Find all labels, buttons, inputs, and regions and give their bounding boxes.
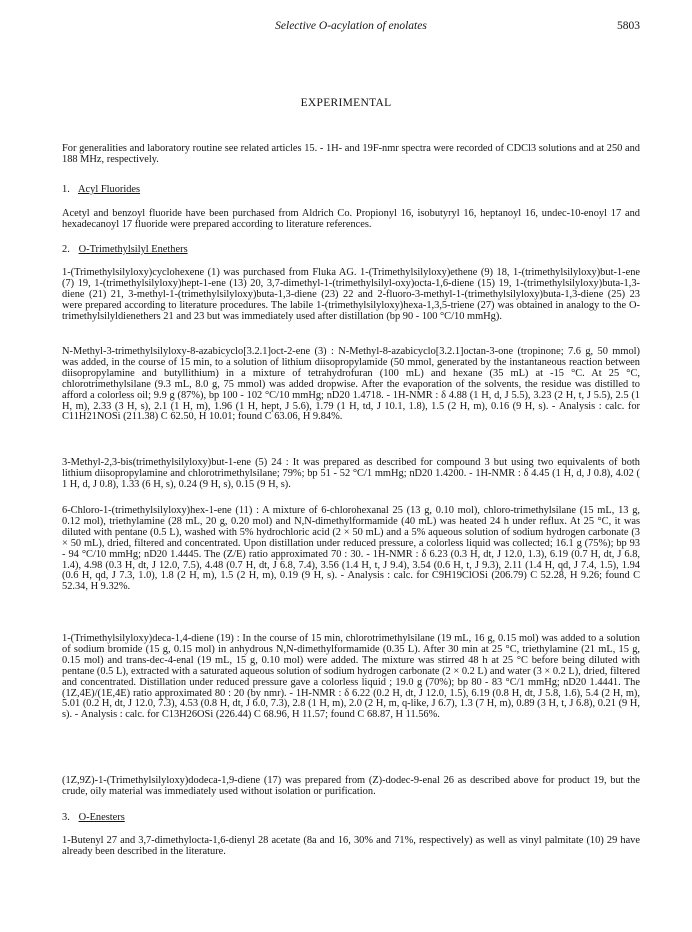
section-title: EXPERIMENTAL — [300, 97, 392, 109]
section-number: 1. — [62, 184, 70, 195]
page-number: 5803 — [617, 20, 640, 32]
page-header — [62, 20, 640, 36]
section-heading-enesters — [62, 812, 125, 823]
section-heading-text: O-Trimethylsilyl Enethers — [78, 244, 188, 255]
paragraph-compound-19: 1-(Trimethylsilyloxy)deca-1,4-diene (19) : In the course of 15 min, chlorotrimethylsilane (19 mL, 16 g, 0.15 mol) was added to a solution of sodium bromide (15 g, 0.15 mol) in anhydrous N,N-dimethylformamide (0.35 L). After 30 min at 25 °C, triethylamine (21 mL, 15 g, 0.15 mol) and trans-dec-4-enal (19 mL, 15 g, 0.10 mol) were added. The mixture was stirred 48 h at 25 °C before being diluted with pentane (0.5 L), extracted with a saturated aqueous solution of sodium hydrogen carbonate (2 × 0.2 L) and water (3 × 0.2 L), dried, filtered and concentrated. Distillation under reduced pressure gave a colorless liquid ; 19.0 g (70%); bp 80 - 83 °C/1 mmHg; nD20 1.4441. The (1Z,4E)/(1E,4E) ratio approximated 80 : 20 (by nmr). - 1H-NMR : δ 6.22 (0.2 H, dt, J 12.0, 1.5), 6.19 (0.8 H, dt, J 5.8, 1.6), 5.4 (2 H, m), 5.01 (0.2 H, dt, J 12.0, 7.3), 4.53 (0.8 H, dt, J 6.0, 7.3), 2.8 (1 H, m), 2.0 (2 H, m, q-like, J 6.7), 1.3 (7 H, m), 0.89 (3 H, t, J 6.8), 0.21 (9 H, s). - Analysis : calc. for C13H26OSi (226.44) C 68.96, H 11.57; found C 68.87, H 11.56%. — [62, 633, 640, 721]
section-heading-trimethylsilyl-enethers — [62, 244, 188, 255]
paragraph-enethers-overview: 1-(Trimethylsilyloxy)cyclohexene (1) was purchased from Fluka AG. 1-(Trimethylsilyloxy)ethene (9) 18, 1-(trimethylsilyloxy)but-1-ene (7) 19, 1-(trimethylsilyloxy)hept-1-ene (13) 20, 3,7-dimethyl-1-(trimethylsilyl-oxy)octa-1,6-diene (15) 19, 1-(trimethylsilyloxy)buta-1,3-diene (21) 21, 3-methyl-1-(trimethylsilyloxy)buta-1,3-diene (23) 22 and 2-fluoro-3-methyl-1-(trimethylsilyloxy)buta-1,3-diene (25) 23 were prepared according to literature procedures. The labile 1-(trimethylsilyloxy)hexa-1,3,5-triene (27) was obtained in analogy to the O-trimethylsilyldienethers 21 and 23 but was immediately used after distillation (bp 90 - 100 °C/10 mmHg). — [62, 267, 640, 322]
section-heading-text: O-Enesters — [78, 812, 125, 823]
section-heading-text: Acyl Fluorides — [78, 184, 141, 195]
running-title: Selective O-acylation of enolates — [275, 20, 427, 32]
paragraph-acyl-fluorides: Acetyl and benzoyl fluoride have been purchased from Aldrich Co. Propionyl 16, isobutyryl 16, heptanoyl 16, undec-10-enoyl 17 and hexadecanoyl 17 fluoride were prepared according to literature references. — [62, 208, 640, 230]
paragraph-compound-3: N-Methyl-3-trimethylsilyloxy-8-azabicyclo[3.2.1]oct-2-ene (3) : N-Methyl-8-azabicyclo[3.2.1]octan-3-one (tropinone; 7.6 g, 50 mmol) was added, in the course of 15 min, to a solution of lithium diisopropylamide (50 mmol, generated by the instantaneous reaction between diisopropylamine and butyllithium) in a mixture of tetrahydrofuran (100 mL) and hexane (35 mL) at -15 °C. At 25 °C, chlorotrimethylsilane (9.3 mL, 8.0 g, 75 mmol) was added dropwise. After the evaporation of the solvents, the residue was distilled to afford a colorless oil; 9.9 g (87%), bp 100 - 102 °C/10 mmHg; nD20 1.4718. - 1H-NMR : δ 4.88 (1 H, d, J 5.5), 3.23 (2 H, t, J 5.5), 2.5 (1 H, m), 2.33 (3 H, s), 2.1 (1 H, m), 1.96 (1 H, hept, J 5.6), 1.79 (1 H, td, J 10.1, 1.8), 1.5 (2 H, m), 0.16 (9 H, s). - Analysis : calc. for C11H21NOSi (211.38) C 62.50, H 10.01; found C 63.06, H 9.84%. — [62, 346, 640, 423]
paragraph-enesters: 1-Butenyl 27 and 3,7-dimethylocta-1,6-dienyl 28 acetate (8a and 16, 30% and 71%, respectively) as well as vinyl palmitate (10) 29 have already been described in the literature. — [62, 835, 640, 857]
section-number: 2. — [62, 244, 70, 255]
paragraph-compound-5: 3-Methyl-2,3-bis(trimethylsilyloxy)but-1-ene (5) 24 : It was prepared as described for compound 3 but using two equivalents of both lithium diisopropylamine and chlorotrimethylsilane; 79%; bp 51 - 52 °C/1 mmHg; nD20 1.4200. - 1H-NMR : δ 4.45 (1 H, d, J 0.8), 4.02 ( 1 H, d, J 0.8), 1.33 (6 H, s), 0.24 (9 H, s), 0.15 (9 H, s). — [62, 457, 640, 490]
paragraph-compound-17: (1Z,9Z)-1-(Trimethylsilyloxy)dodeca-1,9-diene (17) was prepared from (Z)-dodec-9-enal 26 as described above for product 19, but the crude, oily material was immediately used without isolation or purification. — [62, 775, 640, 797]
intro-paragraph: For generalities and laboratory routine see related articles 15. - 1H- and 19F-nmr spectra were recorded of CDCl3 solutions and at 250 and 188 MHz, respectively. — [62, 143, 640, 165]
paragraph-compound-11: 6-Chloro-1-(trimethylsilyloxy)hex-1-ene (11) : A mixture of 6-chlorohexanal 25 (13 g, 0.10 mol), chloro-trimethylsilane (15 mL, 13 g, 0.12 mol), triethylamine (28 mL, 20 g, 0.20 mol) and N,N-dimethylformamide (40 mL) was heated 24 h under reflux. At 25 °C, it was diluted with pentane (0.5 L), washed with 5% hydrochloric acid (2 × 50 mL) and a 5% aqueous solution of sodium hydrogen carbonate (3 × 50 mL), dried, filtered and concentrated. Upon distillation under reduced pressure, a colorless liquid was collected; 16.1 g (75%); bp 93 - 94 °C/10 mmHg; nD20 1.4445. The (Z/E) ratio approximated 70 : 30. - 1H-NMR : δ 6.23 (0.3 H, dt, J 12.0, 1.3), 6.19 (0.7 H, dt, J 6.8, 1.4), 4.98 (0.3 H, dt, J 12.0, 7.5), 4.48 (0.7 H, dt, J 6.8, 7.4), 3.56 (1.4 H, t, J 9.4), 3.54 (0.6 H, t, J 9.3), 2.11 (1.4 H, qd, J 7.4, 1.5), 1.94 (0.6 H, qd, J 7.3, 1.0), 1.8 (2 H, m), 1.5 (2 H, m), 0.19 (9 H, s). - Analysis : calc. for C9H19ClOSi (206.79) C 52.28, H 9.26; found C 52.34, H 9.32%. — [62, 505, 640, 593]
section-number: 3. — [62, 812, 70, 823]
section-heading-acyl-fluorides — [62, 184, 140, 195]
